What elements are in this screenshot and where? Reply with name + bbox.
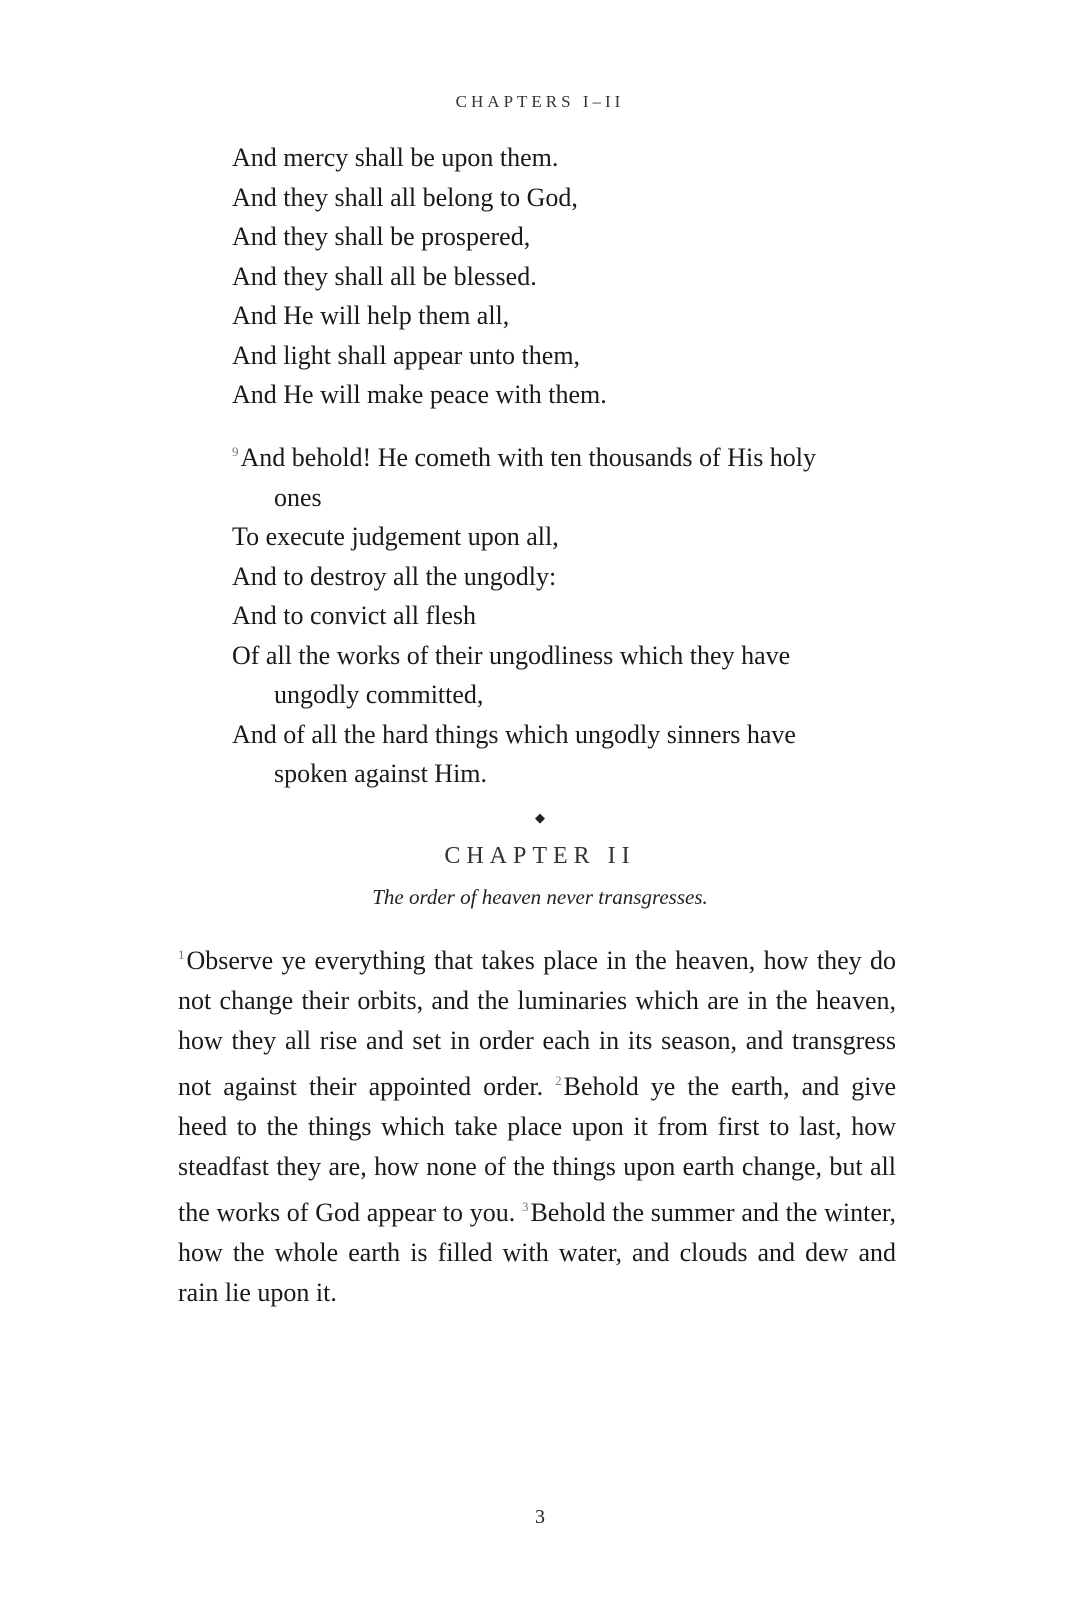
verse-line-text: And of all the hard things which ungodly sinners have: [232, 719, 796, 749]
verse-line-text: Of all the works of their ungodliness which they have: [232, 640, 791, 670]
running-head: CHAPTERS I–II: [455, 92, 625, 111]
verse-line: And they shall be prospered,: [232, 222, 531, 251]
verse-line-continuation: spoken against Him.: [274, 759, 488, 788]
verse-line: To execute judgement upon all,: [232, 522, 559, 551]
verse-line: [232, 715, 872, 794]
verse-line-continuation: ones: [274, 482, 322, 512]
verse-line: And they shall all belong to God,: [232, 182, 578, 212]
chapter-body-paragraph: [178, 935, 896, 1313]
stanza-1: [232, 138, 872, 415]
verse-text: Behold ye the earth, and give heed to the things which take place upon it from first to last, how steadfast they are, how none of the things upon earth change, but all the works of God appear to you.: [178, 1072, 896, 1227]
verse-line: And He will help them all,: [232, 301, 510, 330]
chapter-subtitle: The order of heaven never transgresses.: [372, 885, 708, 909]
verse-text: Behold the summer and the winter, how the whole earth is filled with water, and clouds and dew and rain lie upon it.: [178, 1198, 896, 1307]
page-number: 3: [535, 1506, 545, 1528]
verse-number: 3: [521, 1199, 529, 1214]
verse-line: And to destroy all the ungodly:: [232, 561, 557, 591]
chapter-title: CHAPTER II: [444, 843, 636, 869]
verse-number: 2: [555, 1073, 562, 1088]
verse-number: 1: [178, 947, 185, 962]
verse-line: And to convict all flesh: [232, 601, 477, 630]
diamond-ornament-icon: ◆: [535, 810, 545, 825]
verse-line: And He will make peace with them.: [232, 380, 607, 409]
verse-line: And light shall appear unto them,: [232, 340, 581, 370]
verse-line-text: And behold! He cometh with ten thousands of His holy: [240, 443, 817, 472]
stanza-2: [232, 432, 872, 794]
verse-line-continuation: ungodly committed,: [274, 680, 484, 709]
verse-line: And mercy shall be upon them.: [232, 143, 559, 172]
verse-number: 9: [232, 444, 239, 459]
verse-text: Observe ye everything that takes place in the heaven, how they do not change their orbits, and the luminaries which are in the heaven, how they all rise and set in order each in its season, and transgress not against their appointed order.: [178, 946, 896, 1101]
verse-line: [232, 636, 872, 715]
verse-line: [232, 432, 872, 517]
verse-line: And they shall all be blessed.: [232, 261, 537, 291]
